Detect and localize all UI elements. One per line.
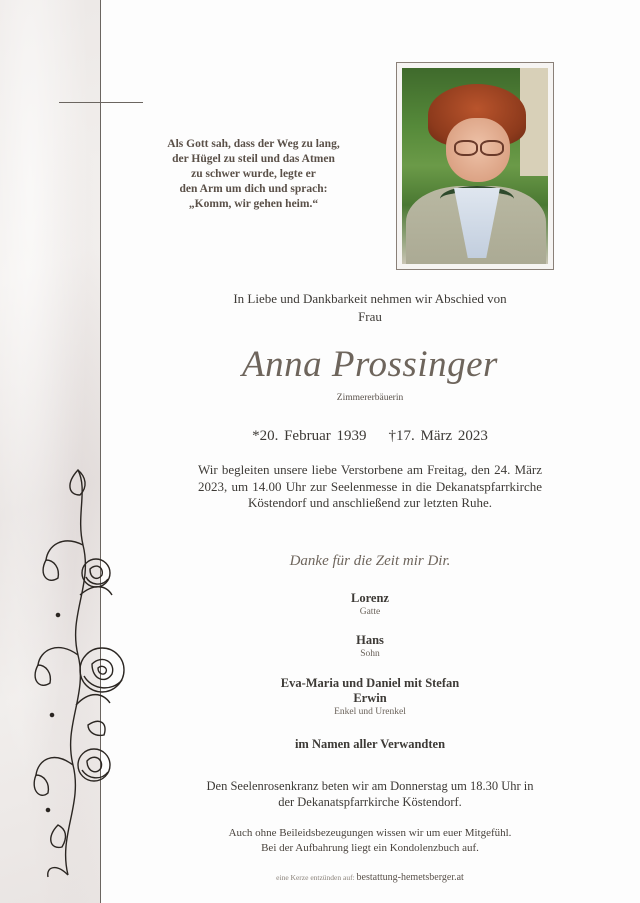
deceased-occupation: Zimmererbäuerin [336, 393, 404, 403]
birth-date: *20. Februar 1939 [252, 428, 367, 444]
condolence-notice [180, 826, 560, 855]
intro-title: Frau [358, 309, 382, 324]
portrait-image [402, 68, 548, 264]
cross-horizontal-line [59, 102, 143, 103]
rosary-notice: Den Seelenrosenkranz beten wir am Donnerstag um 18.30 Uhr in der Dekanatspfarrkirche Köstendorf. [206, 779, 534, 809]
quote-line: Als Gott sah, dass der Weg zu lang, [167, 138, 340, 150]
intro-text [180, 290, 560, 326]
family-role: Gatte [359, 607, 381, 617]
family-name: Eva-Maria und Daniel mit Stefan [280, 676, 460, 690]
death-date: †17. März 2023 [388, 428, 488, 444]
quote-line: den Arm um dich und sprach: [179, 183, 328, 195]
quote-line: „Komm, wir gehen heim.“ [188, 198, 319, 210]
footer-prefix: eine Kerze entzünden auf: [276, 873, 355, 882]
condolence-line: Auch ohne Beileidsbezeugungen wissen wir um euer Mitgefühl. [228, 827, 512, 839]
family-name: Erwin [353, 691, 387, 705]
family-name: Lorenz [351, 591, 389, 605]
life-dates [180, 428, 560, 445]
quote-line: zu schwer wurde, legte er [191, 168, 316, 180]
family-name: Hans [356, 633, 384, 647]
thanks-line: Danke für die Zeit mir Dir. [289, 553, 451, 569]
family-entry [180, 591, 560, 619]
all-relatives-line: im Namen aller Verwandten [294, 737, 446, 751]
funeral-details: Wir begleiten unsere liebe Verstorbene am Freitag, den 24. März 2023, um 14.00 Uhr zur Seelenmesse in die Dekanatspfarrkirche Köstendorf und anschließend zur letzten Ruhe. [198, 462, 542, 510]
family-entry [180, 633, 560, 661]
family-entry [180, 676, 560, 719]
family-role: Enkel und Urenkel [334, 707, 406, 717]
family-role: Sohn [360, 649, 380, 659]
deceased-name: Anna Prossinger [242, 344, 498, 385]
memorial-quote [135, 137, 372, 212]
rose-vine-illustration [28, 465, 138, 880]
footer [180, 872, 560, 883]
portrait-photo [396, 62, 554, 270]
intro-line: In Liebe und Dankbarkeit nehmen wir Abschied von [233, 291, 507, 306]
quote-line: der Hügel zu steil und das Atmen [172, 153, 335, 165]
condolence-line: Bei der Aufbahrung liegt ein Kondolenzbuch auf. [261, 841, 479, 854]
footer-website-link[interactable]: bestattung-hemetsberger.at [356, 872, 464, 883]
